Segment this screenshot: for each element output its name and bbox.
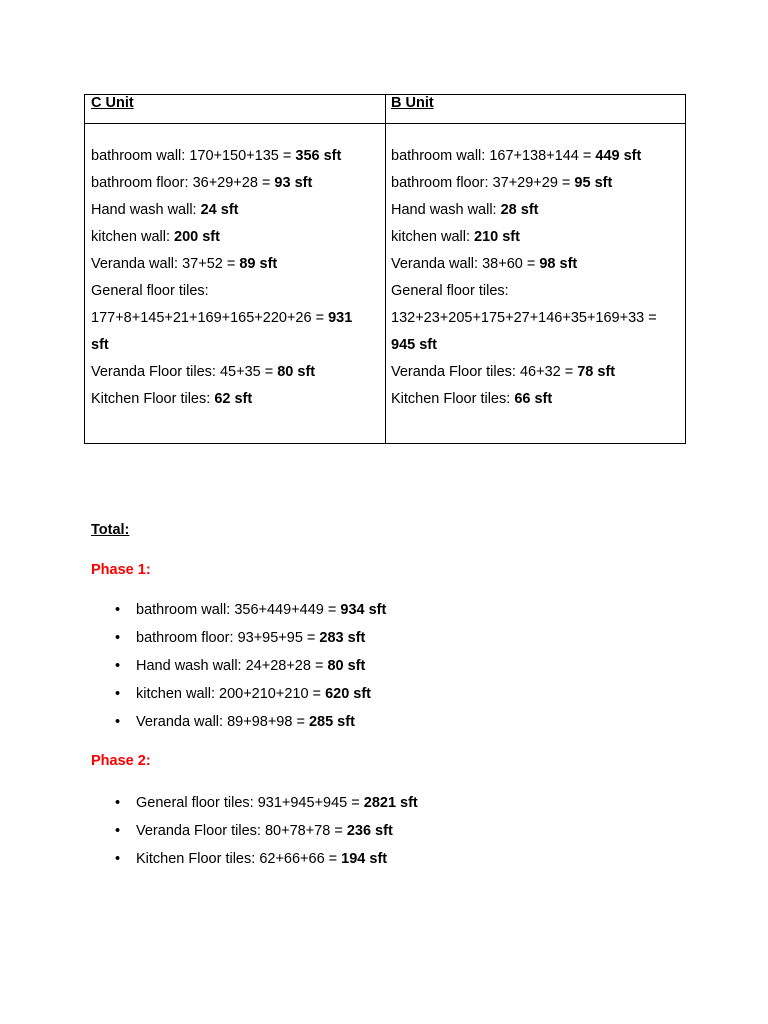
line-result: 945 sft (391, 337, 437, 353)
item-result: 283 sft (319, 630, 366, 646)
line-result: 66 sft (514, 391, 553, 407)
unit-line (91, 224, 376, 251)
line-result: 89 sft (239, 256, 278, 272)
list-item (91, 789, 418, 817)
line-result: 80 sft (277, 364, 316, 380)
line-calculation: 167+138+144 = (489, 148, 596, 164)
line-result: 95 sft (574, 175, 613, 191)
item-result: 620 sft (325, 686, 372, 702)
line-calculation: 38+60 = (482, 256, 540, 272)
unit-line (391, 386, 676, 413)
list-item (91, 708, 386, 736)
item-calculation: 93+95+95 = (237, 630, 320, 646)
units-table (84, 94, 686, 444)
line-result: 62 sft (214, 391, 253, 407)
item-calculation: 80+78+78 = (264, 823, 347, 839)
line-label: Kitchen Floor tiles: (91, 391, 215, 407)
bullet-icon: • (115, 658, 121, 674)
unit-line (91, 170, 376, 197)
unit-line (91, 386, 376, 413)
line-label: Veranda wall: (391, 256, 483, 272)
unit-line (91, 278, 376, 305)
item-calculation: 62+66+66 = (259, 851, 342, 867)
line-label: Veranda Floor tiles: (391, 364, 520, 380)
item-label: Veranda Floor tiles: (136, 823, 265, 839)
item-label: bathroom floor: (136, 630, 238, 646)
unit-line (391, 224, 676, 251)
unit-line (391, 359, 676, 386)
unit-line (391, 251, 676, 278)
unit-line (391, 305, 676, 332)
line-result: 98 sft (539, 256, 578, 272)
total-heading: Total: (91, 522, 130, 538)
line-result: 200 sft (174, 229, 220, 245)
phase-1-heading: Phase 1: (91, 562, 151, 578)
item-result: 2821 sft (363, 795, 418, 811)
b-unit-title: B Unit (391, 95, 434, 111)
line-label: kitchen wall: (91, 229, 175, 245)
line-label: bathroom floor: (391, 175, 493, 191)
unit-line (91, 251, 376, 278)
item-calculation: 24+28+28 = (245, 658, 328, 674)
item-calculation: 89+98+98 = (227, 714, 309, 730)
list-item (91, 845, 418, 873)
item-result: 236 sft (346, 823, 393, 839)
bullet-icon: • (115, 795, 121, 811)
list-item (91, 817, 418, 845)
line-label: Kitchen Floor tiles: (391, 391, 515, 407)
line-result: 24 sft (200, 202, 239, 218)
item-result: 194 sft (341, 851, 388, 867)
item-label: Kitchen Floor tiles: (136, 851, 260, 867)
list-item (91, 652, 386, 680)
item-calculation: 200+210+210 = (219, 686, 326, 702)
unit-line (91, 332, 376, 359)
line-label: kitchen wall: (391, 229, 475, 245)
line-label: bathroom wall: (91, 148, 190, 164)
line-calculation: 37+29+29 = (492, 175, 575, 191)
item-label: bathroom wall: (136, 602, 235, 618)
line-result: sft (91, 337, 109, 353)
line-label: bathroom floor: (91, 175, 193, 191)
unit-line (391, 332, 676, 359)
column-divider (385, 95, 386, 443)
bullet-icon: • (115, 630, 121, 646)
phase-2-list (91, 789, 418, 873)
line-result: 931 (328, 310, 353, 326)
unit-line (91, 143, 376, 170)
line-calculation: 170+150+135 = (189, 148, 296, 164)
item-label: Veranda wall: (136, 714, 228, 730)
unit-line (391, 278, 676, 305)
line-label: General floor tiles: (91, 283, 209, 299)
unit-line (391, 197, 676, 224)
bullet-icon: • (115, 602, 121, 618)
line-result: 93 sft (274, 175, 313, 191)
phase-2-heading: Phase 2: (91, 753, 151, 769)
line-result: 28 sft (500, 202, 539, 218)
line-label: General floor tiles: (391, 283, 509, 299)
b-unit-column (391, 143, 676, 413)
line-calculation: 132+23+205+175+27+146+35+169+33 = (391, 310, 657, 326)
bullet-icon: • (115, 686, 121, 702)
item-result: 285 sft (308, 714, 355, 730)
item-calculation: 356+449+449 = (234, 602, 341, 618)
item-label: kitchen wall: (136, 686, 220, 702)
line-label: Hand wash wall: (391, 202, 501, 218)
line-calculation: 46+32 = (519, 364, 578, 380)
unit-line (91, 359, 376, 386)
list-item (91, 624, 386, 652)
list-item (91, 680, 386, 708)
line-result: 78 sft (577, 364, 616, 380)
line-result: 356 sft (295, 148, 342, 164)
line-calculation: 36+29+28 = (192, 175, 275, 191)
unit-line (391, 170, 676, 197)
list-item (91, 596, 386, 624)
item-calculation: 931+945+945 = (257, 795, 364, 811)
item-result: 80 sft (327, 658, 366, 674)
line-calculation: 45+35 = (219, 364, 278, 380)
unit-line (391, 143, 676, 170)
unit-line (91, 305, 376, 332)
c-unit-title: C Unit (91, 95, 134, 111)
item-label: Hand wash wall: (136, 658, 246, 674)
bullet-icon: • (115, 823, 121, 839)
c-unit-column (91, 143, 376, 413)
line-result: 210 sft (474, 229, 520, 245)
line-calculation: 37+52 = (182, 256, 240, 272)
line-label: Hand wash wall: (91, 202, 201, 218)
unit-line (91, 197, 376, 224)
item-label: General floor tiles: (136, 795, 258, 811)
line-result: 449 sft (595, 148, 642, 164)
bullet-icon: • (115, 714, 121, 730)
line-label: Veranda Floor tiles: (91, 364, 220, 380)
bullet-icon: • (115, 851, 121, 867)
phase-1-list (91, 596, 386, 736)
line-label: bathroom wall: (391, 148, 490, 164)
line-label: Veranda wall: (91, 256, 183, 272)
item-result: 934 sft (340, 602, 387, 618)
line-calculation: 177+8+145+21+169+165+220+26 = (91, 310, 329, 326)
